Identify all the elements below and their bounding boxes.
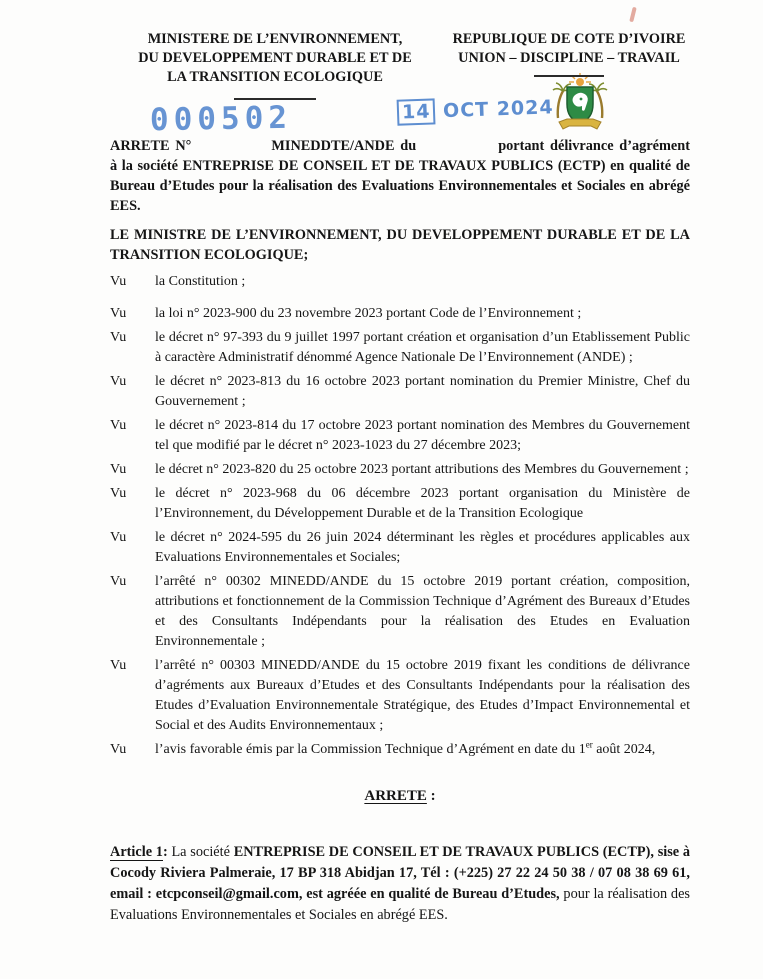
- vu-item-11: [110, 740, 690, 760]
- ministry-line: MINISTERE DE L’ENVIRONNEMENT,: [147, 31, 403, 47]
- vu-item-10: [110, 656, 690, 736]
- vu-label: Vu: [110, 306, 127, 321]
- article-1-paragraph: [110, 842, 690, 926]
- republic-block: [448, 30, 690, 77]
- article-1-tail: pour la réalisation des Evaluations Environnementales et Sociales en abrégé EES.: [110, 886, 690, 923]
- vu-text: le décret n° 2023-814 du 17 octobre 2023 portant nomination des Membres du Gouvernement tel que modifié par le décret n° 2023-1023 du 27 décembre 2023;: [155, 418, 690, 453]
- vu-text: le décret n° 2023-968 du 06 décembre 2023 portant organisation du Ministère de l’Environnement, du Développement Durable et de la Transition Ecologique: [155, 486, 690, 521]
- vu-text: le décret n° 97-393 du 9 juillet 1997 portant création et organisation d’un Etablissement Public à caractère Administratif dénommé Agence Nationale De l’Environnement (ANDE) ;: [155, 330, 690, 365]
- vu-text: le décret n° 2023-820 du 25 octobre 2023 portant attributions des Membres du Gouvernement ;: [155, 462, 689, 477]
- vu-label: Vu: [110, 742, 127, 757]
- decree-number-prefix: ARRETE N°: [110, 138, 192, 154]
- ministry-line: DU DEVELOPPEMENT DURABLE ET DE: [138, 50, 412, 66]
- vu-text: le décret n° 2024-595 du 26 juin 2024 déterminant les règles et procédures applicables aux Evaluations Environnementales et Sociales;: [155, 530, 690, 565]
- vu-label: Vu: [110, 486, 127, 501]
- vu-label: Vu: [110, 274, 127, 289]
- republic-divider-line: [534, 75, 604, 77]
- article-1-lead: La société: [171, 844, 234, 860]
- vu-item-3: [110, 328, 690, 368]
- vu-text: la loi n° 2023-900 du 23 novembre 2023 portant Code de l’Environnement ;: [155, 306, 582, 321]
- ministry-block: [110, 30, 440, 100]
- vu-list: [110, 272, 690, 760]
- vu-item-1: [110, 272, 690, 292]
- vu-text: la Constitution ;: [155, 274, 246, 289]
- vu-label: Vu: [110, 462, 127, 477]
- republic-motto: UNION – DISCIPLINE – TRAVAIL: [458, 50, 680, 66]
- arrete-colon: :: [430, 788, 436, 804]
- vu-text: l’arrêté n° 00302 MINEDD/ANDE du 15 octobre 2019 portant création, composition, attributions et fonctionnement de la Commission Technique d’Agrément des Bureaux d’Etudes et des Consultants Indépendants pour la réalisation des Etudes en Evaluation Environnementale ;: [155, 574, 690, 649]
- date-stamp-day: 14: [397, 98, 436, 125]
- document-header: [110, 30, 690, 100]
- vu-label: Vu: [110, 574, 127, 589]
- vu-label: Vu: [110, 330, 127, 345]
- decree-reference: MINEDDTE/ANDE du: [271, 138, 417, 154]
- decree-title: [110, 136, 690, 216]
- ordinal-superscript: er: [585, 739, 593, 750]
- vu-item-8: [110, 528, 690, 568]
- vu-text: l’avis favorable émis par la Commission Technique d’Agrément en date du 1er août 2024,: [155, 739, 656, 757]
- vu-item-4: [110, 372, 690, 412]
- scan-artifact-mark: [629, 7, 637, 23]
- ministry-divider-line: [234, 98, 316, 100]
- date-stamp-monthyear: OCT 2024: [442, 96, 554, 123]
- vu-label: Vu: [110, 374, 127, 389]
- vu-label: Vu: [110, 418, 127, 433]
- vu-item-9: [110, 572, 690, 652]
- arrete-word: ARRETE: [364, 788, 427, 804]
- vu-text: le décret n° 2023-813 du 16 octobre 2023 portant nomination du Premier Ministre, Chef du Gouvernement ;: [155, 374, 690, 409]
- registration-number-stamp: 000502: [149, 99, 293, 139]
- vu-label: Vu: [110, 658, 127, 673]
- decree-object: portant délivrance d’agrément à la société ENTREPRISE DE CONSEIL ET DE TRAVAUX PUBLICS (ECTP) en qualité de Bureau d’Etudes pour la réalisation des Evaluations Environnementales et Sociales en abrégé EES.: [110, 138, 690, 214]
- article-1-company-details: ENTREPRISE DE CONSEIL ET DE TRAVAUX PUBLICS (ECTP), sise à Cocody Riviera Palmeraie, 17 BP 318 Abidjan 17, Tél : (+225) 27 22 24 50 38 / 07 08 38 69 61, email : etcpconseil@gmail.com, est agréée en qualité de Bureau d’Etudes,: [110, 844, 691, 902]
- vu-item-5: [110, 416, 690, 456]
- vu-text: l’arrêté n° 00303 MINEDD/ANDE du 15 octobre 2019 fixant les conditions de délivrance d’agréments aux Bureaux d’Etudes et des Consultants Indépendants pour la réalisation des Etudes d’Evaluation Environnementale Stratégique, des Etudes d’Impact Environnemental et Social et des Audits Environnementaux ;: [155, 658, 690, 733]
- vu-label: Vu: [110, 530, 127, 545]
- article-1-colon: :: [162, 844, 172, 860]
- vu-item-7: [110, 484, 690, 524]
- vu-item-2: [110, 304, 690, 324]
- vu-item-6: [110, 460, 690, 480]
- ministry-line: LA TRANSITION ECOLOGIQUE: [167, 69, 383, 85]
- article-1-label: Article 1: [110, 844, 163, 860]
- arrete-heading: [110, 786, 690, 806]
- republic-line: REPUBLIQUE DE COTE D’IVOIRE: [452, 31, 686, 47]
- minister-heading: LE MINISTRE DE L’ENVIRONNEMENT, DU DEVELOPPEMENT DURABLE ET DE LA TRANSITION ECOLOGIQUE;: [110, 227, 690, 263]
